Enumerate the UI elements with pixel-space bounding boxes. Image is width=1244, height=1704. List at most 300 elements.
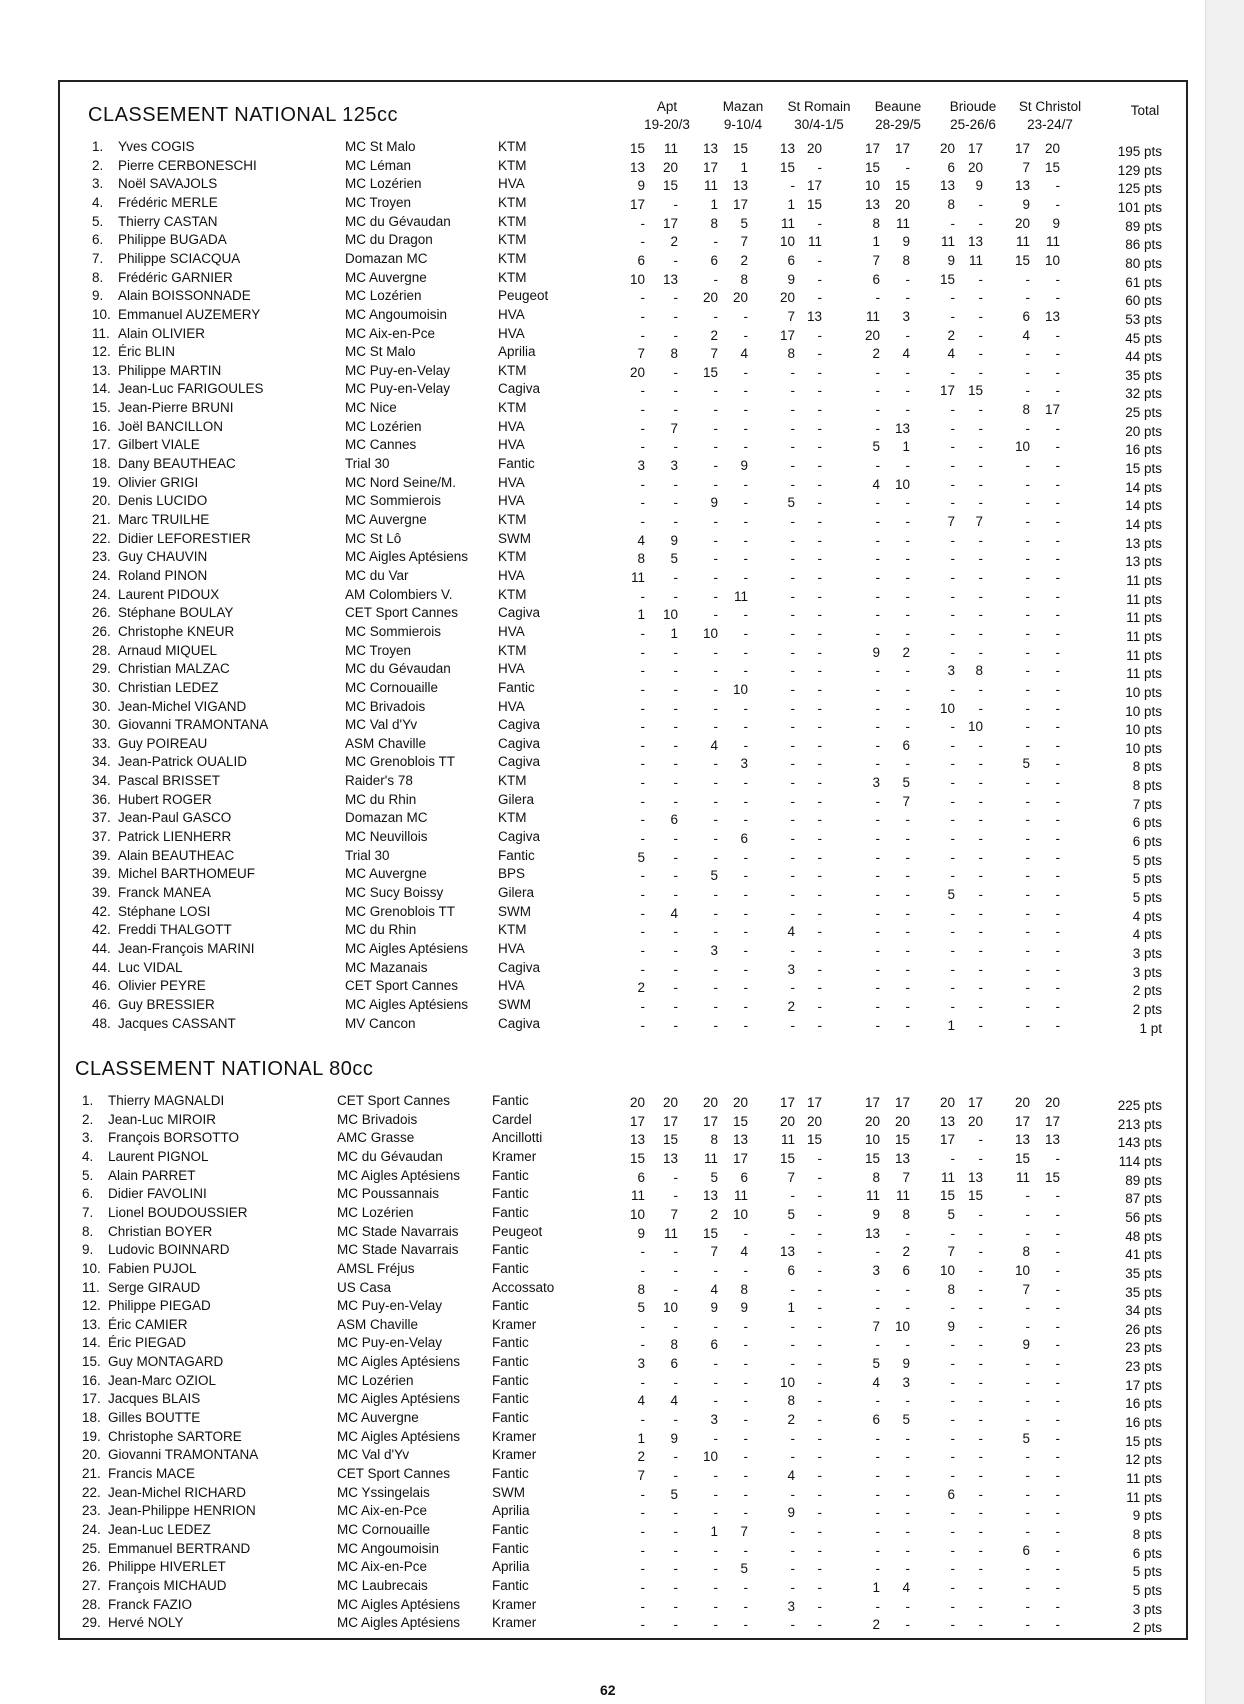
score-cell: 11 [703, 1150, 718, 1166]
score-cell: - [1055, 532, 1060, 548]
score-cell: 1 [637, 607, 645, 623]
score-cell: - [790, 364, 795, 380]
rider-name: Patrick LIENHERR [118, 829, 232, 845]
rider-name: Christophe SARTORE [108, 1428, 242, 1444]
score-cell: 9 [637, 1225, 645, 1241]
score-cell: 8 [947, 1281, 955, 1297]
score-cell: - [978, 1374, 983, 1390]
score-cell: - [978, 1150, 983, 1166]
score-cell: - [817, 495, 822, 511]
rank: 8. [82, 1223, 94, 1239]
score-cell: - [875, 887, 880, 902]
score-cell: - [978, 1244, 983, 1260]
club: MC Mazanais [345, 959, 428, 975]
score-cell: - [713, 812, 718, 828]
score-cell: 8 [872, 1169, 880, 1185]
rider-name: Alain OLIVIER [118, 325, 206, 341]
score-cell: - [1025, 737, 1030, 753]
total-points: 143 pts [1117, 1135, 1162, 1151]
score-cell: 6 [1022, 308, 1030, 324]
score-cell: - [713, 1598, 718, 1614]
make: KTM [498, 512, 527, 527]
club: MC Stade Navarrais [337, 1242, 459, 1258]
score-cell: 4 [670, 905, 678, 921]
score-cell: - [875, 924, 880, 940]
rank: 25. [82, 1540, 101, 1556]
score-cell: - [713, 924, 718, 940]
score-cell: - [1055, 439, 1060, 455]
score-cell: 8 [787, 346, 795, 362]
rider-name: Alain BOISSONNADE [118, 288, 251, 304]
club: MC Puy-en-Velay [345, 381, 451, 397]
make: Kramer [492, 1148, 537, 1164]
total-points: 5 pts [1132, 871, 1162, 887]
total-points: 4 pts [1132, 927, 1162, 943]
score-cell: - [978, 1132, 983, 1148]
score-cell: - [817, 961, 822, 977]
score-cell: 11 [895, 215, 910, 231]
score-cell: - [1055, 346, 1060, 362]
score-cell: 3 [872, 775, 880, 791]
rider-name: Gilbert VIALE [118, 437, 200, 453]
rank: 7. [92, 250, 104, 266]
rank: 22. [92, 530, 111, 546]
score-cell: - [1055, 1300, 1060, 1316]
score-cell: - [713, 887, 718, 902]
score-cell: - [1025, 1486, 1030, 1502]
rank: 26. [92, 623, 111, 639]
table-row [0, 884, 1190, 905]
total-points: 20 pts [1125, 423, 1162, 439]
total-points: 80 pts [1125, 255, 1162, 271]
make: Fantic [498, 456, 535, 472]
total-points: 195 pts [1117, 144, 1162, 159]
total-points: 87 pts [1125, 1191, 1162, 1207]
make: KTM [498, 400, 527, 416]
score-cell: - [1055, 756, 1060, 772]
total-points: 32 pts [1125, 386, 1162, 402]
score-cell: - [743, 1449, 748, 1465]
score-cell: 7 [1022, 1281, 1030, 1297]
score-cell: - [1055, 942, 1060, 958]
score-cell: 10 [1044, 252, 1060, 268]
score-cell: 10 [1014, 1262, 1030, 1278]
total-points: 5 pts [1132, 1564, 1162, 1580]
score-cell: 3 [740, 756, 748, 772]
table-row [0, 1502, 1190, 1524]
header-st-romain: St Romain 30/4-1/5 [787, 99, 851, 132]
score-cell: 6 [872, 271, 880, 287]
rank: 21. [92, 512, 111, 527]
score-cell: - [817, 420, 822, 436]
score-cell: 11 [1045, 234, 1060, 250]
score-cell: 11 [865, 1188, 880, 1204]
score-cell: 15 [629, 141, 645, 156]
score-cell: - [875, 700, 880, 716]
score-cell: - [817, 1169, 822, 1185]
score-cell: - [905, 532, 910, 548]
score-cell: 10 [779, 234, 795, 250]
table-row [0, 530, 1190, 551]
make: KTM [498, 269, 527, 285]
make: HVA [498, 493, 525, 509]
score-cell: - [743, 476, 748, 492]
score-cell: - [1055, 1542, 1060, 1558]
score-cell: - [905, 1225, 910, 1241]
score-cell: 15 [662, 1132, 678, 1148]
score-cell: 1 [710, 196, 718, 212]
total-points: 6 pts [1132, 834, 1162, 850]
club: MC du Rhin [345, 791, 417, 807]
table-row [0, 138, 1190, 159]
score-cell: - [713, 532, 718, 548]
score-cell: - [640, 1579, 645, 1595]
rank: 30. [92, 717, 111, 733]
rank: 8. [92, 269, 104, 285]
score-cell: - [673, 681, 678, 697]
score-cell: 13 [629, 1132, 645, 1148]
club: MC Stade Navarrais [337, 1223, 459, 1239]
score-cell: 1 [740, 159, 748, 175]
score-cell: 15 [732, 141, 748, 156]
score-cell: - [978, 849, 983, 865]
rank: 24. [82, 1521, 101, 1537]
rank: 6. [92, 232, 104, 248]
club: MC Neuvillois [345, 829, 428, 845]
rider-name: Frédéric GARNIER [118, 269, 233, 285]
score-cell: - [875, 868, 880, 884]
score-cell: - [817, 644, 822, 660]
score-cell: - [743, 700, 748, 716]
score-cell: 20 [732, 290, 748, 306]
make: Fantic [492, 1577, 529, 1593]
make: Kramer [492, 1316, 537, 1332]
rider-name: Stéphane BOULAY [118, 605, 234, 621]
score-cell: - [875, 812, 880, 828]
score-cell: - [673, 1169, 678, 1185]
score-cell: - [713, 1318, 718, 1334]
rank: 17. [82, 1391, 101, 1407]
score-cell: - [790, 476, 795, 492]
score-cell: 8 [710, 1132, 718, 1148]
rank: 4. [92, 194, 104, 210]
score-cell: - [1055, 1337, 1060, 1353]
rank: 28. [92, 642, 111, 658]
table-row [0, 1015, 1190, 1036]
score-cell: - [673, 1598, 678, 1614]
score-cell: 7 [787, 1169, 795, 1185]
rank: 44. [92, 959, 111, 975]
score-cell: 6 [1022, 1542, 1030, 1558]
score-cell: 20 [702, 290, 718, 306]
rank: 23. [82, 1503, 101, 1519]
score-cell: 9 [947, 1318, 955, 1334]
rider-name: Christian MALZAC [118, 661, 230, 677]
score-cell: - [1025, 1561, 1030, 1577]
rider-name: Alain BEAUTHEAC [118, 847, 235, 863]
rider-name: Serge GIRAUD [108, 1279, 201, 1295]
make: Fantic [492, 1298, 529, 1314]
club: MC Cornouaille [337, 1521, 431, 1537]
score-cell: - [905, 831, 910, 847]
score-cell: - [905, 607, 910, 623]
score-cell: 17 [1044, 402, 1060, 418]
score-cell: - [905, 458, 910, 474]
total-points: 1 pt [1139, 1020, 1162, 1036]
club: ASM Chaville [345, 735, 427, 751]
score-cell: - [1055, 569, 1060, 585]
score-cell: - [875, 402, 880, 418]
rider-name: Jean-Philippe HENRION [108, 1503, 256, 1519]
make: KTM [498, 250, 527, 266]
table-row [0, 847, 1190, 868]
rider-name: Francis MACE [108, 1466, 196, 1481]
score-cell: - [950, 1374, 955, 1390]
score-cell: 15 [1014, 1150, 1030, 1166]
total-points: 48 pts [1125, 1228, 1162, 1244]
total-points: 10 pts [1125, 722, 1162, 738]
score-cell: - [1025, 924, 1030, 940]
make: Fantic [492, 1372, 529, 1388]
score-cell: - [673, 1244, 678, 1260]
score-cell: - [640, 327, 645, 343]
table-row [0, 996, 1190, 1017]
rider-name: Alain PARRET [108, 1167, 196, 1183]
score-cell: - [875, 1468, 880, 1483]
score-cell: - [950, 1579, 955, 1595]
table-row [0, 809, 1190, 831]
score-cell: - [905, 998, 910, 1014]
score-cell: - [817, 1318, 822, 1334]
score-cell: 20 [806, 1113, 822, 1129]
score-cell: 6 [710, 252, 718, 268]
score-cell: - [743, 663, 748, 679]
make: Accossato [492, 1279, 555, 1295]
score-cell: - [817, 383, 822, 399]
score-cell: - [978, 1598, 983, 1614]
table-row [0, 698, 1190, 719]
score-cell: - [673, 439, 678, 455]
club: MC Brivadois [337, 1111, 418, 1127]
score-cell: 2 [787, 1412, 795, 1428]
make: HVA [498, 661, 525, 677]
score-cell: - [790, 700, 795, 716]
score-cell: - [743, 625, 748, 641]
score-cell: 17 [779, 327, 795, 343]
score-cell: - [1055, 1468, 1060, 1483]
score-cell: - [743, 1430, 748, 1446]
score-cell: - [1055, 1017, 1060, 1033]
score-cell: - [1025, 1356, 1030, 1372]
club: MC du Var [345, 567, 409, 583]
score-cell: - [743, 812, 748, 828]
score-cell: - [713, 1393, 718, 1409]
score-cell: 5 [947, 887, 955, 902]
score-cell: - [950, 1300, 955, 1316]
score-cell: - [978, 569, 983, 585]
score-cell: - [817, 439, 822, 455]
make: Cagiva [498, 754, 541, 770]
score-cell: - [950, 868, 955, 884]
score-cell: 17 [1044, 1113, 1060, 1129]
score-cell: - [950, 980, 955, 996]
rider-name: Christian BOYER [108, 1223, 213, 1239]
score-cell: - [817, 1300, 822, 1316]
score-cell: - [905, 1523, 910, 1539]
score-cell: - [1055, 364, 1060, 380]
rank: 23. [92, 549, 111, 565]
score-cell: 11 [663, 1225, 678, 1241]
score-cell: - [1055, 1617, 1060, 1633]
score-cell: - [1025, 681, 1030, 697]
score-cell: - [790, 1017, 795, 1033]
rank: 18. [92, 456, 111, 472]
score-cell: 3 [787, 961, 795, 977]
score-cell: - [950, 625, 955, 641]
score-cell: 17 [1014, 1113, 1030, 1129]
score-cell: 13 [894, 1150, 910, 1166]
rank: 9. [92, 288, 104, 304]
score-cell: - [905, 1430, 910, 1446]
club: MC Lozérien [337, 1204, 414, 1220]
table-row [0, 791, 1190, 812]
score-cell: 13 [662, 271, 678, 287]
score-cell: - [640, 737, 645, 753]
score-cell: 8 [947, 196, 955, 212]
score-cell: 5 [740, 215, 748, 231]
score-cell: 9 [872, 644, 880, 660]
rank: 46. [92, 978, 111, 994]
score-cell: - [713, 588, 718, 604]
score-cell: - [1055, 793, 1060, 809]
rank: 29. [82, 1615, 101, 1631]
score-cell: 15 [894, 178, 910, 194]
total-points: 86 pts [1125, 237, 1162, 253]
score-cell: - [978, 1318, 983, 1334]
score-cell: - [673, 793, 678, 809]
rider-name: Fabien PUJOL [108, 1260, 197, 1276]
score-cell: - [1055, 1449, 1060, 1465]
score-cell: - [1055, 905, 1060, 921]
score-cell: - [713, 234, 718, 250]
score-cell: 3 [710, 942, 718, 958]
score-cell: 4 [710, 1281, 718, 1297]
score-cell: 2 [872, 1617, 880, 1633]
table-row [0, 828, 1190, 850]
score-cell: 20 [1014, 215, 1030, 231]
score-cell: - [817, 458, 822, 474]
score-cell: 20 [806, 141, 822, 156]
title-125cc: CLASSEMENT NATIONAL 125cc [88, 104, 398, 126]
score-cell: - [673, 942, 678, 958]
score-cell: - [1025, 514, 1030, 529]
rank: 48. [92, 1015, 111, 1031]
score-cell: 17 [967, 141, 983, 156]
club: MC Auvergne [337, 1410, 419, 1426]
score-cell: - [978, 1505, 983, 1521]
table-row [0, 492, 1190, 514]
score-cell: - [817, 1374, 822, 1390]
score-cell: - [1055, 700, 1060, 716]
score-cell: - [1055, 1318, 1060, 1334]
score-cell: 15 [779, 1150, 795, 1166]
score-cell: - [978, 1281, 983, 1297]
score-cell: - [875, 756, 880, 772]
score-cell: - [1055, 887, 1060, 902]
score-cell: 4 [902, 346, 910, 362]
score-cell: 7 [710, 1244, 718, 1260]
club: MC Aigles Aptésiens [337, 1615, 461, 1631]
score-cell: - [790, 1337, 795, 1353]
score-cell: - [905, 756, 910, 772]
score-cell: - [978, 1393, 983, 1409]
make: Aprilia [492, 1559, 530, 1575]
score-cell: 5 [1022, 1430, 1030, 1446]
rider-name: François BORSOTTO [108, 1130, 240, 1146]
rank: 2. [82, 1111, 94, 1127]
score-cell: 6 [872, 1412, 880, 1428]
score-cell: - [817, 737, 822, 753]
total-points: 10 pts [1125, 703, 1162, 719]
score-cell: - [978, 588, 983, 604]
score-cell: 15 [864, 159, 880, 175]
score-cell: 13 [779, 141, 795, 156]
score-cell: - [817, 1449, 822, 1465]
score-cell: - [743, 1356, 748, 1372]
score-cell: - [1025, 1449, 1030, 1465]
score-cell: 7 [947, 514, 955, 529]
make: KTM [498, 139, 527, 154]
score-cell: 13 [732, 1132, 748, 1148]
score-cell: - [1025, 1468, 1030, 1483]
table-row [0, 1279, 1190, 1300]
rank: 5. [92, 213, 104, 229]
score-cell: - [817, 514, 822, 529]
score-cell: - [713, 961, 718, 977]
rank: 46. [92, 996, 111, 1012]
score-cell: - [978, 1337, 983, 1353]
score-cell: 8 [1022, 402, 1030, 418]
rank: 39. [92, 847, 111, 863]
score-cell: - [950, 607, 955, 623]
score-cell: - [875, 998, 880, 1014]
score-cell: - [1055, 1561, 1060, 1577]
score-cell: - [905, 663, 910, 679]
score-cell: 8 [902, 1206, 910, 1222]
score-cell: 13 [1044, 308, 1060, 324]
score-cell: - [673, 849, 678, 865]
score-cell: 4 [872, 1374, 880, 1390]
rank: 16. [92, 418, 111, 434]
score-cell: - [875, 1523, 880, 1539]
make: HVA [498, 325, 525, 341]
score-cell: - [875, 607, 880, 623]
score-cell: 5 [710, 1169, 718, 1185]
score-cell: 15 [939, 271, 955, 287]
score-cell: - [790, 775, 795, 791]
make: KTM [498, 194, 527, 210]
score-cell: 20 [629, 364, 645, 380]
table-row [0, 399, 1190, 421]
total-points: 10 pts [1125, 684, 1162, 700]
score-cell: - [817, 607, 822, 623]
score-cell: - [673, 868, 678, 884]
score-cell: 15 [702, 1225, 718, 1241]
score-cell: - [743, 849, 748, 865]
score-cell: - [875, 1430, 880, 1446]
score-cell: 17 [864, 141, 880, 156]
rank: 9. [82, 1242, 94, 1258]
